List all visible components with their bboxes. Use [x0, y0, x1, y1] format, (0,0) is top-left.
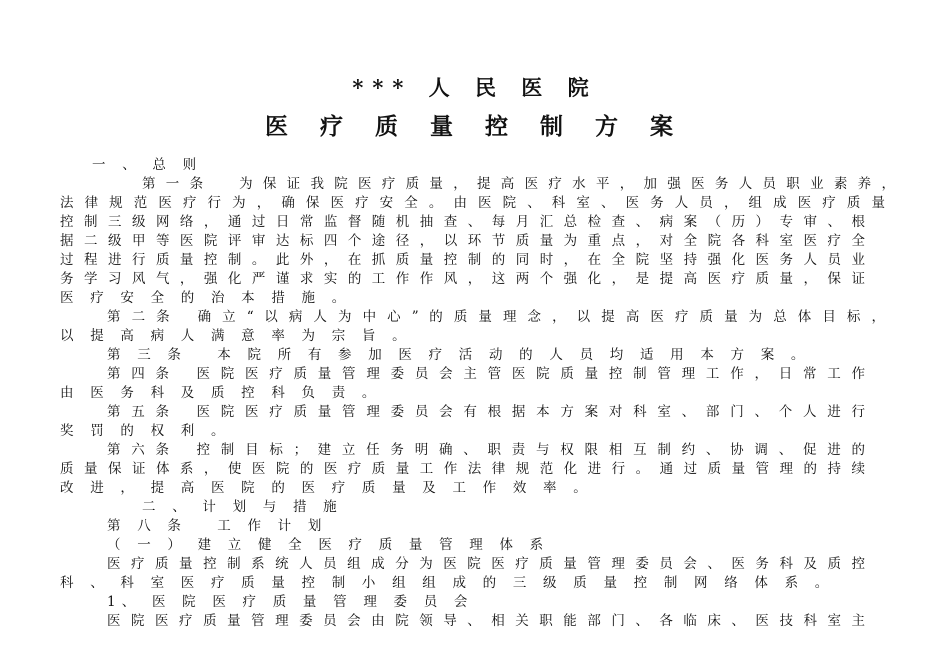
article-8-heading: 第 八 条 工 作 计 划: [107, 518, 328, 534]
article-2-line: 第 二 条 确 立 “ 以 病 人 为 中 心 ” 的 质 量 理 念 ， 以 提 高 医 疗 质 量 为 总 体 目 标 ，: [107, 309, 888, 325]
article-1-line: 控 制 三 级 网 络 ， 通 过 日 常 监 督 随 机 抽 查 、 每 月 汇 总 检 查 、 病 案 （ 历 ） 专 审 、 根: [60, 214, 868, 230]
document-subtitle: 医 疗 质 量 控 制 方 案: [264, 113, 686, 140]
article-2-line: 以 提 高 病 人 满 意 率 为 宗 旨 。: [60, 328, 412, 344]
paragraph-line: 医 疗 质 量 控 制 系 统 人 员 组 成 分 为 医 院 医 疗 质 量 管 理 委 员 会 、 医 务 科 及 质 控: [107, 556, 868, 572]
subsection-heading: （ 一 ） 建 立 健 全 医 疗 质 量 管 理 体 系: [107, 537, 550, 553]
article-4-line: 第 四 条 医 院 医 疗 质 量 管 理 委 员 会 主 管 医 院 质 量 控 制 管 理 工 作 ， 日 常 工 作: [107, 366, 868, 382]
article-6-line: 改 进 ， 提 高 医 院 的 医 疗 质 量 及 工 作 效 率 。: [60, 480, 593, 496]
article-1-line: 医 疗 安 全 的 治 本 措 施 。: [60, 290, 352, 306]
paragraph-line: 医 院 医 疗 质 量 管 理 委 员 会 由 院 领 导 、 相 关 职 能 部 门 、 各 临 床 、 医 技 科 室 主: [107, 613, 868, 629]
article-3-line: 第 三 条 本 院 所 有 参 加 医 疗 活 动 的 人 员 均 适 用 本 方 案 。: [107, 347, 811, 363]
section-heading-general: 一 、 总 则: [92, 157, 203, 173]
section-heading-plan: 二 、 计 划 与 措 施: [142, 499, 343, 515]
article-4-line: 由 医 务 科 及 质 控 科 负 责 。: [60, 385, 382, 401]
article-6-line: 质 量 保 证 体 系 ， 使 医 院 的 医 疗 质 量 工 作 法 律 规 范 化 进 行 。 通 过 质 量 管 理 的 持 续: [60, 461, 868, 477]
article-1-line: 法 律 规 范 医 疗 行 为 ， 确 保 医 疗 安 全 。 由 医 院 、 科 室 、 医 务 人 员 ， 组 成 医 疗 质 量: [60, 195, 888, 211]
document-title: *** 人 民 医 院: [352, 75, 598, 100]
paragraph-line: 科 、 科 室 医 疗 质 量 控 制 小 组 组 成 的 三 级 质 量 控 制 网 络 体 系 。: [60, 575, 835, 591]
article-1-line: 过 程 进 行 质 量 控 制 。 此 外 ， 在 抓 质 量 控 制 的 同 时 ， 在 全 院 坚 持 强 化 医 务 人 员 业: [60, 252, 868, 268]
item-heading: 1、 医 院 医 疗 质 量 管 理 委 员 会: [107, 594, 474, 610]
article-6-line: 第 六 条 控 制 目 标 ； 建 立 任 务 明 确 、 职 责 与 权 限 相 互 制 约 、 协 调 、 促 进 的: [107, 442, 868, 458]
article-5-line: 奖 罚 的 权 利 。: [60, 423, 231, 439]
article-5-line: 第 五 条 医 院 医 疗 质 量 管 理 委 员 会 有 根 据 本 方 案 对 科 室 、 部 门 、 个 人 进 行: [107, 404, 868, 420]
article-1-line: 据 二 级 甲 等 医 院 评 审 达 标 四 个 途 径 ， 以 环 节 质 量 为 重 点 ， 对 全 院 各 科 室 医 疗 全: [60, 233, 868, 249]
article-1-line: 务 学 习 风 气 ， 强 化 严 谨 求 实 的 工 作 作 风 ， 这 两 个 强 化 ， 是 提 高 医 疗 质 量 ， 保 证: [60, 271, 868, 287]
article-1-line: 第 一 条 为 保 证 我 院 医 疗 质 量 ， 提 高 医 疗 水 平 ， 加 强 医 务 人 员 职 业 素 养 ，: [142, 176, 898, 192]
